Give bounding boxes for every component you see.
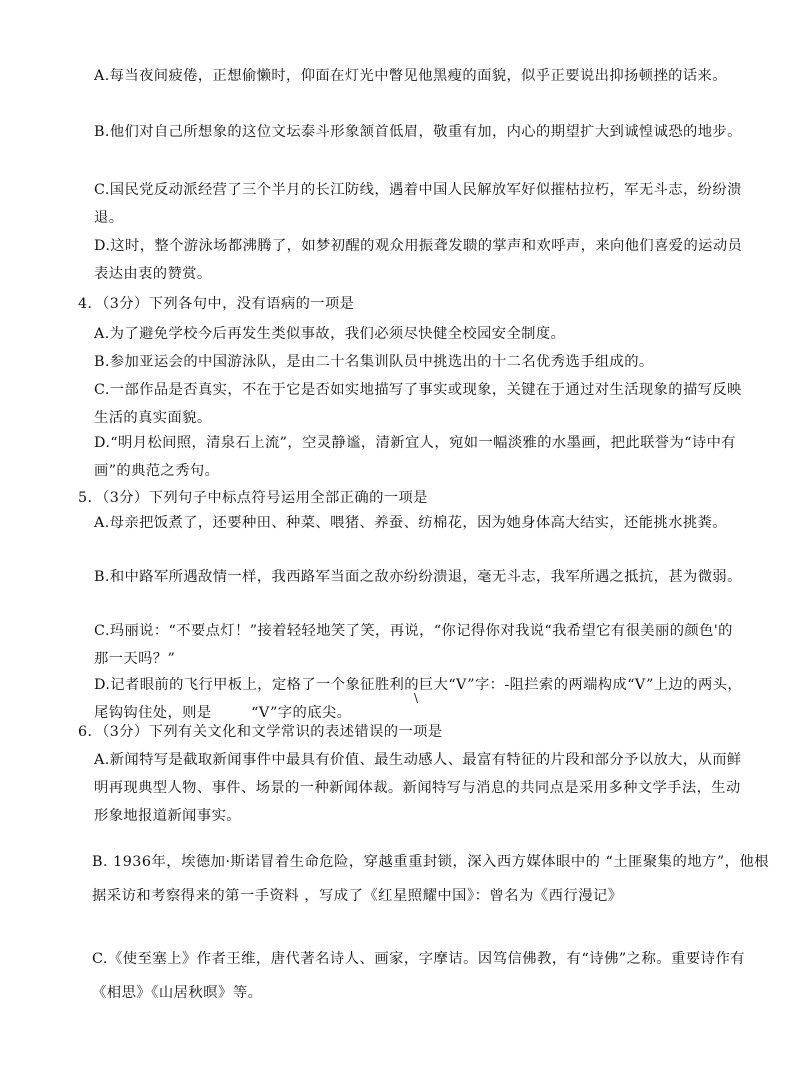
q6-option-a: A.新闻特写是截取新闻事件中最具有价值、最生动感人、最富有特征的片段和部分予以放大，从而鲜明再现典型人物、事件、场景的一种新闻体裁。新闻特写与消息的共同点是采用多种文学手法，生动形象地报道新闻事实。 bbox=[94, 752, 742, 824]
q6-option-b: B. 1936年，埃德加·斯诺冒着生命危险，穿越重重封锁，深入西方媒体眼中的 “土匪聚集的地方”，他根据采访和考察得来的第一手资料 ，写成了《红星照耀中国》：曾名为《西行漫记》 bbox=[92, 854, 770, 904]
q5-option-a: A.母亲把饭煮了，还要种田、种菜、喂猪、养蚕、纺棉花，因为她身体高大结实，还能挑水挑粪。 bbox=[94, 515, 727, 531]
q4-stem: 4．（3分）下列各句中，没有语病的一项是 bbox=[78, 296, 355, 312]
q3-option-a: A.每当夜间疲倦，正想偷懒时，仰面在灯光中瞥见他黑瘦的面貌，似乎正要说出抑扬顿挫的话来。 bbox=[94, 68, 727, 84]
q5-option-c: C.玛丽说：“不要点灯！”接着轻轻地笑了笑，再说，“你记得你对我说“我希望它有很美丽的颜色'的那一天吗？” bbox=[94, 623, 733, 667]
q5-option-d: D.记者眼前的飞行甲板上，定格了一个象征胜利的巨大“V”字：-阻拦索的两端构成“V”上边的两头，尾钩钩住处，则是 “V”字的底尖。 bbox=[94, 677, 743, 721]
q3-option-c: C.国民党反动派经营了三个半月的长江防线，遇着中国人民解放军好似摧枯拉朽，军无斗志，纷纷溃退。 bbox=[94, 182, 742, 226]
q4-option-d: D.“明月松间照，清泉石上流”，空灵静谧，清新宜人，宛如一幅淡雅的水墨画，把此联誉为“诗中有画”的典范之秀句。 bbox=[94, 435, 736, 479]
q6-stem: 6．（3分）下列有关文化和文学常识的表述错误的一项是 bbox=[78, 724, 443, 740]
q3-option-d: D.这时，整个游泳场都沸腾了，如梦初醒的观众用振聋发聩的掌声和欢呼声，来向他们喜爱的运动员表达由衷的赞赏。 bbox=[94, 238, 743, 282]
q4-option-b: B.参加亚运会的中国游泳队，是由二十名集训队员中挑选出的十二名优秀选手组成的。 bbox=[94, 354, 654, 370]
q5-stem: 5．（3分）下列句子中标点符号运用全部正确的一项是 bbox=[78, 490, 428, 506]
stray-mark: \ bbox=[414, 691, 419, 705]
q5-option-b: B.和中路军所遇敌情一样，我西路军当面之敌亦纷纷溃退，毫无斗志，我军所遇之抵抗，甚为微弱。 bbox=[94, 569, 742, 585]
q6-option-c: C.《使至塞上》作者王维，唐代著名诗人、画家，字摩诘。因笃信佛教，有“诗佛”之称。重要诗作有《相思》《山居秋暝》等。 bbox=[92, 951, 746, 1001]
q3-option-b: B.他们对自己所想象的这位文坛泰斗形象颔首低眉，敬重有加，内心的期望扩大到诚惶诚恐的地步。 bbox=[94, 124, 742, 140]
q4-option-a: A.为了避免学校今后再发生类似事故，我们必须尽快健全校园安全制度。 bbox=[94, 326, 566, 342]
q4-option-c: C.一部作品是否真实，不在于它是否如实地描写了事实或现象，关键在于通过对生活现象的描写反映生活的真实面貌。 bbox=[94, 382, 742, 426]
